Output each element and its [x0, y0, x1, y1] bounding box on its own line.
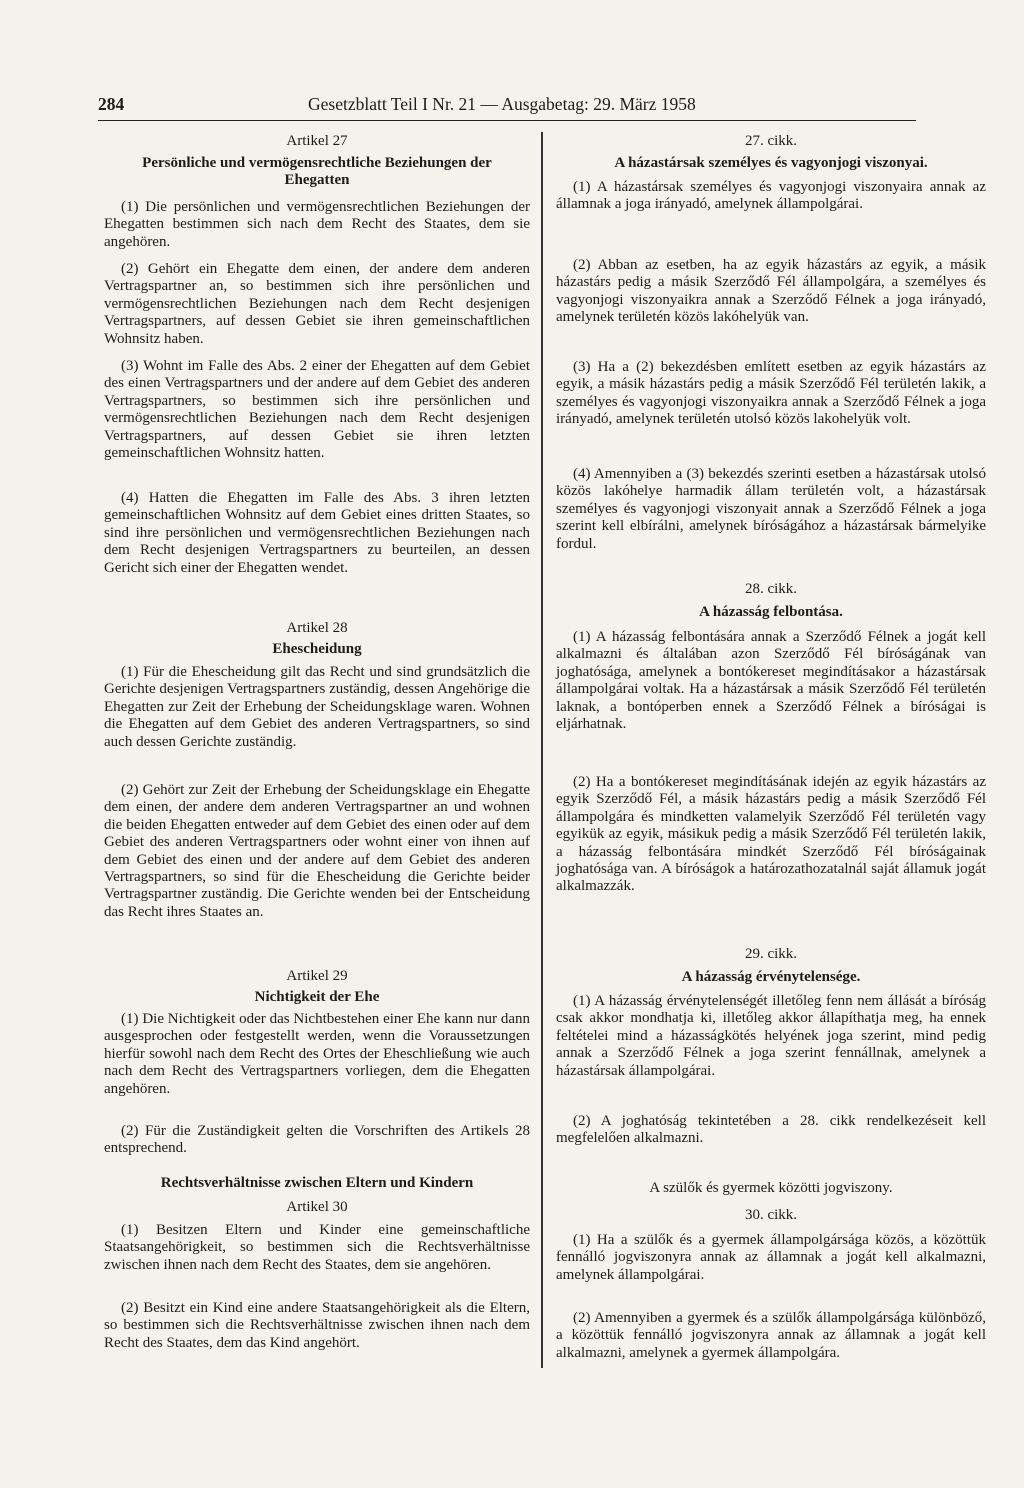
paragraph: (2) Gehört ein Ehegatte dem einen, der andere dem anderen Vertragspartner an, so bestimmen sich ihre persönlichen und vermögensrechtlichen Beziehungen nach dem Recht desjenigen Vertragspartners, auf dessen Gebiet sie ihren gemeinschaftlichen Wohnsitz haben.	[104, 261, 530, 347]
paragraph: (1) Für die Ehescheidung gilt das Recht und sind grundsätzlich die Gerichte desjenigen Vertragspartners zuständig, dessen Angehörige die Ehegatten zur Zeit der Erhebung der Scheidungsklage waren. Wohnen die Ehegatten auf dem Gebiet des anderen Vertragspartners, so sind auch dessen Gerichte zuständig.	[104, 664, 530, 750]
paragraph: (2) Amennyiben a gyermek és a szülők állampolgársága különböző, a közöttük fennálló jogviszonyra annak az államnak a jogát kell alkalmazni, amelynek a gyermek állampolgára.	[556, 1310, 986, 1361]
paragraph: (1) Die persönlichen und vermögensrechtlichen Beziehungen der Ehegatten bestimmen sich nach dem Recht des Staates, dem sie angehören.	[104, 199, 530, 250]
article-heading: Artikel 30	[286, 1199, 348, 1215]
article-heading: Artikel 27	[286, 133, 348, 149]
article-heading: Artikel 28	[286, 620, 348, 636]
paragraph: (2) Gehört zur Zeit der Erhebung der Scheidungsklage ein Ehegatte dem einen, der andere dem anderen Vertragspartner an und wohnen die beiden Ehegatten entweder auf dem Gebiet des einen oder auf dem Gebiet des anderen Vertragspartners oder wohnt einer von ihnen auf dem Gebiet des einen und der andere auf dem Gebiet des anderen Vertragspartners, so sind für die Ehescheidung die Gerichte beider Vertragspartner zuständig. Die Gerichte wenden bei der Entscheidung das Recht ihres Staates an.	[104, 782, 530, 920]
paragraph: (3) Ha a (2) bekezdésben említett esetben az egyik házastárs az egyik, a másik házastárs pedig a másik Szerződő Fél területén lakik, a személyes és vagyonjogi viszonyaikra annak a Szerződő Félnek a joga irányadó, amelynek területén utolsó közös lakohelyük volt.	[556, 359, 986, 428]
article-heading: 28. cikk.	[744, 581, 798, 597]
paragraph: (2) Für die Zuständigkeit gelten die Vorschriften des Artikels 28 entsprechend.	[104, 1123, 530, 1157]
paragraph: (1) Die Nichtigkeit oder das Nichtbestehen einer Ehe kann nur dann ausgesprochen oder festgestellt werden, wenn die Voraussetzungen hierfür sowohl nach dem Recht des Ortes der Eheschließung wie auch nach dem Recht des Vertragspartners vorliegen, dem die Ehegatten angehören.	[104, 1011, 530, 1097]
paragraph: (2) Ha a bontókereset megindításának idején az egyik házastárs az egyik Szerződő Fél, a másik házastárs pedig a másik Szerződő Fél állampolgára és mindketten valamelyik Szerződő Fél területén vagy egyikük az egyik, másikuk pedig a másik Szerződő Fél területén lakik, a házasság felbontására mindkét Szerződő Fél bíróságainak joghatósága van. A bíróságok a határozathozatalnál saját államuk jogát alkalmazzák.	[556, 774, 986, 895]
paragraph: (2) Besitzt ein Kind eine andere Staatsangehörigkeit als die Eltern, so bestimmen sich die Rechtsverhältnisse zwischen ihnen nach dem Recht des Staates, dem das Kind angehört.	[104, 1300, 530, 1351]
article-heading: 27. cikk.	[744, 133, 798, 149]
section-title: A szülők és gyermek közötti jogviszony.	[649, 1180, 893, 1196]
paragraph: (1) A házasság felbontására annak a Szerződő Félnek a jogát kell alkalmazni és általában azon Szerződő Fél bíróságának van joghatósága, amelynek a bontókereset megindításakor a házastársak állampolgárai voltak. Ha a házastársak a másik Szerződő Fél területén laknak, a bontóperben ennek a Szerződő Félnek a bíróságai is eljárhatnak.	[556, 629, 986, 733]
section-title: Rechtsverhältnisse zwischen Eltern und Kindern	[160, 1175, 474, 1191]
gazette-title: Gesetzblatt Teil I Nr. 21 — Ausgabetag: 29. März 1958	[308, 94, 696, 114]
paragraph: (4) Hatten die Ehegatten im Falle des Abs. 3 ihren letzten gemeinschaftlichen Wohnsitz auf dem Gebiet eines dritten Staates, so sind ihre persönlichen und vermögensrechtlichen Beziehungen nach dem Recht desjenigen Vertragspartners zu beurteilen, an dessen Gericht sich einer der Ehegatten wendet.	[104, 490, 530, 576]
page-header	[98, 94, 916, 121]
article-heading: Artikel 29	[286, 968, 348, 984]
article-title: A házasság felbontása.	[699, 604, 843, 620]
article-title: A házastársak személyes és vagyonjogi viszonyai.	[614, 155, 928, 171]
paragraph: (2) Abban az esetben, ha az egyik házastárs az egyik, a másik házastárs pedig a másik Szerződő Fél állampolgára, a személyes és vagyonjogi viszonyaikra annak a Szerződő Félnek a joga irányadó, amelynek területén közös lakóhelyük van.	[556, 257, 986, 326]
page-number: 284	[98, 94, 125, 114]
paragraph: (1) A házasság érvénytelenségét illetőleg fenn nem állását a bíróság csak akkor mondhatja ki, illetőleg akkor állapíthatja meg, ha ennek feltételei mind a házasságkötés helyének joga szerint, mind pedig annak a Szerződő Félnek a joga szerint fennállnak, amelynek a házastársak állampolgárai.	[556, 993, 986, 1079]
paragraph: (2) A joghatóság tekintetében a 28. cikk rendelkezéseit kell megfelelően alkalmazni.	[556, 1113, 986, 1147]
article-title: Persönliche und vermögensrechtliche Beziehungen der Ehegatten	[142, 155, 492, 189]
paragraph: (1) Ha a szülők és a gyermek állampolgársága közös, a közöttük fennálló jogviszonyra annak az államnak a jogát kell alkalmazni, amelynek állampolgárai.	[556, 1232, 986, 1283]
article-title: Ehescheidung	[272, 641, 362, 657]
article-heading: 29. cikk.	[744, 946, 798, 962]
paragraph: (1) Besitzen Eltern und Kinder eine gemeinschaftliche Staatsangehörigkeit, so bestimmen sich die Rechtsverhältnisse zwischen ihnen nach dem Recht des Staates, dem sie angehören.	[104, 1222, 530, 1273]
article-title: A házasság érvénytelensége.	[681, 969, 861, 985]
paragraph: (3) Wohnt im Falle des Abs. 2 einer der Ehegatten auf dem Gebiet des einen Vertragspartners und der andere auf dem Gebiet des anderen Vertragspartners, so bestimmen sich ihre persönlichen und vermögensrechtlichen Beziehungen nach dem Recht desjenigen Vertragspartners, auf dessen Gebiet sie ihren letzten gemeinschaftlichen Wohnsitz hatten.	[104, 358, 530, 462]
paragraph: (4) Amennyiben a (3) bekezdés szerinti esetben a házastársak utolsó közös lakóhelye harmadik állam területén volt, a házastársak személyes és vagyonjogi viszonyait annak a Szerződő Félnek a joga szerint kell elbírálni, amelynek bíróságához a házastársak bármelyike fordul.	[556, 466, 986, 552]
article-heading: 30. cikk.	[744, 1207, 798, 1223]
paragraph: (1) A házastársak személyes és vagyonjogi viszonyaira annak az államnak a joga irányadó, amelynek állampolgárai.	[556, 179, 986, 213]
column-divider	[541, 132, 543, 1368]
article-title: Nichtigkeit der Ehe	[254, 989, 380, 1005]
